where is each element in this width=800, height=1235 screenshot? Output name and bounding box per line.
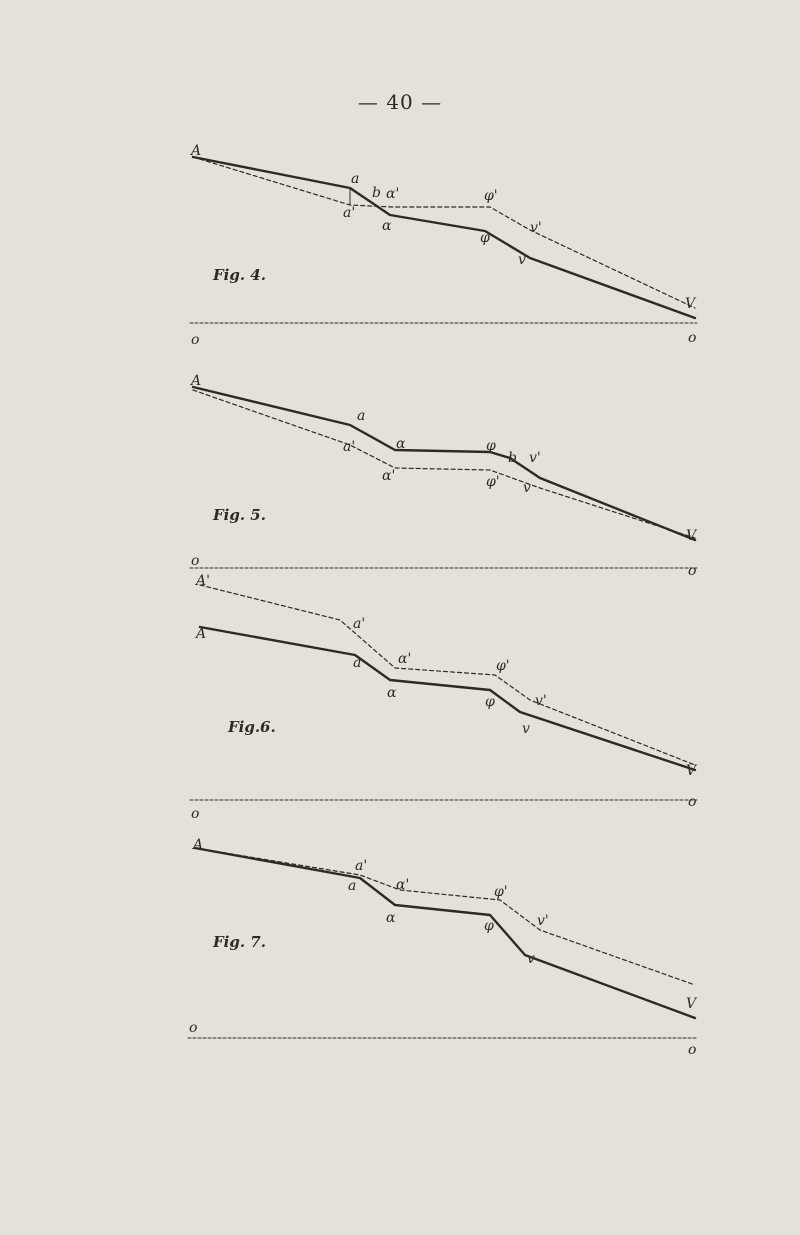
fig6-label-phi-prime: φ' [496, 658, 510, 674]
fig6-label-a: a [353, 655, 362, 671]
fig4-label-a: a [351, 171, 360, 187]
fig5-label-o-left: o [191, 553, 200, 569]
fig5-label-a: a [357, 408, 366, 424]
fig5-solid-line [193, 387, 695, 540]
fig6-labels [191, 573, 698, 822]
fig5-label-V: V [686, 528, 697, 544]
fig6-label-alpha: α [387, 685, 397, 701]
fig6-label-A-prime: A' [196, 573, 210, 589]
fig7-solid-line [195, 848, 695, 1018]
fig5-label-v-prime: v' [529, 450, 541, 466]
fig4-label-a-prime: a' [343, 205, 356, 221]
fig7-label-alpha-prime: α' [396, 877, 410, 893]
fig6-caption: Fig.6. [228, 718, 276, 736]
fig6-label-alpha-prime: α' [398, 651, 412, 667]
fig4-labels [189, 143, 697, 348]
fig5-label-b: b [508, 450, 517, 466]
figure-5 [190, 387, 697, 568]
fig4-label-phi-prime: φ' [484, 188, 498, 204]
fig5-label-phi: φ [486, 438, 496, 454]
fig6-label-a-prime: a' [353, 616, 366, 632]
page-number: — 40 — [357, 90, 443, 114]
fig4-label-phi: φ [480, 230, 490, 246]
fig7-label-a: a [348, 878, 357, 894]
fig4-label-o-left: o [191, 332, 200, 348]
fig6-label-v-prime: v' [535, 693, 547, 709]
fig4-solid-line [193, 157, 695, 318]
fig5-label-o-right: o [688, 563, 697, 579]
figure-4 [190, 157, 697, 323]
fig4-label-alpha: α [382, 218, 392, 234]
fig5-label-A: A [191, 373, 202, 389]
fig6-label-v: v [522, 721, 530, 737]
fig4-label-V: V [685, 296, 696, 312]
fig6-label-phi: φ [485, 694, 495, 710]
fig5-label-v: v [523, 480, 531, 496]
fig6-label-o-right: o [688, 794, 697, 810]
fig5-caption: Fig. 5. [213, 506, 266, 524]
fig6-label-o-left: o [191, 806, 200, 822]
fig7-label-o-right: o [688, 1042, 697, 1058]
fig7-label-a-prime: a' [355, 858, 368, 874]
fig7-label-v-prime: v' [537, 913, 549, 929]
fig7-caption: Fig. 7. [213, 933, 266, 951]
fig5-label-phi-prime: φ' [486, 474, 500, 490]
fig5-label-alpha: α [396, 436, 406, 452]
fig6-dashed-line [200, 585, 695, 765]
fig4-label-alpha-prime: α' [386, 186, 400, 202]
fig7-labels [189, 837, 698, 1058]
fig7-label-phi: φ [484, 918, 494, 934]
fig4-caption: Fig. 4. [213, 266, 266, 284]
fig4-label-A: A [191, 143, 202, 159]
fig6-label-V: V [686, 763, 697, 779]
fig7-label-alpha: α [386, 910, 396, 926]
fig4-label-o-right: o [688, 330, 697, 346]
fig7-label-o-left: o [189, 1020, 198, 1036]
fig7-dashed-line [195, 848, 695, 985]
figure-6 [190, 585, 697, 800]
fig4-dashed-line [193, 157, 695, 308]
fig7-label-phi-prime: φ' [494, 884, 508, 900]
fig5-label-a-prime: a' [343, 439, 356, 455]
fig6-solid-line [200, 627, 695, 770]
fig7-label-V: V [686, 996, 697, 1012]
fig4-label-v-prime: v' [530, 220, 542, 236]
fig6-label-A: A [196, 626, 207, 642]
fig5-label-alpha-prime: α' [382, 468, 396, 484]
fig7-label-A: A [193, 837, 204, 853]
fig7-label-v: v [527, 951, 535, 967]
fig5-dashed-line [193, 390, 695, 538]
fig4-label-b: b [372, 185, 381, 201]
fig4-label-v: v [518, 252, 526, 268]
